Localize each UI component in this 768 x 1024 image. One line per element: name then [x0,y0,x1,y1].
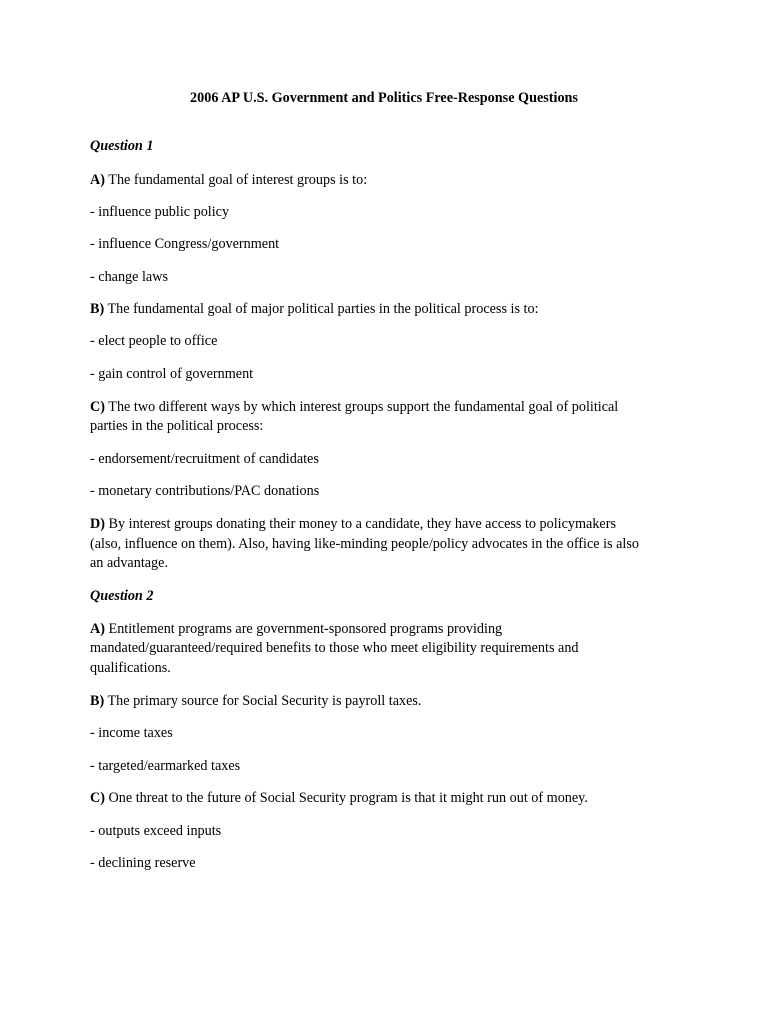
q1-c-label: C) [90,399,105,415]
q2-b-label: B) [90,693,105,709]
q1-a-text: The fundamental goal of interest groups is to: [104,172,368,188]
q2-a-text-2: mandated/guaranteed/required benefits to those who meet eligibility requirements and [90,640,579,656]
q2-part-c [90,788,690,808]
q1-a-item: - change laws [90,269,168,285]
q1-part-a [90,170,690,190]
q2-c-item: - declining reserve [90,855,196,871]
document-title: 2006 AP U.S. Government and Politics Free-Response Questions [190,90,578,106]
q1-part-c [90,397,690,417]
q2-part-a [90,619,690,639]
q1-a-item: - influence Congress/government [90,236,280,252]
q2-a-label: A) [90,621,105,637]
q1-a-label: A) [90,172,105,188]
q1-b-text: The fundamental goal of major political parties in the political process is to: [104,301,539,317]
q1-c-item: - endorsement/recruitment of candidates [90,451,319,467]
q2-b-item: - targeted/earmarked taxes [90,758,241,774]
q1-c-item: - monetary contributions/PAC donations [90,483,320,499]
q1-d-label: D) [90,516,105,532]
q1-a-item: - influence public policy [90,204,230,220]
q2-b-item: - income taxes [90,725,173,741]
q2-c-item: - outputs exceed inputs [90,823,222,839]
q1-part-b [90,299,690,319]
q2-b-text: The primary source for Social Security is payroll taxes. [104,693,422,709]
q1-part-d [90,514,690,534]
question-1-heading: Question 1 [90,138,154,154]
question-2-heading: Question 2 [90,588,154,604]
q1-c-text-2: parties in the political process: [90,418,264,434]
q1-d-text-1: By interest groups donating their money to a candidate, they have access to policymakers [104,516,616,532]
q1-d-text-2: (also, influence on them). Also, having like-minding people/policy advocates in the office is also [90,536,639,552]
q1-b-item: - elect people to office [90,333,218,349]
q1-b-label: B) [90,301,105,317]
q1-c-text-1: The two different ways by which interest groups support the fundamental goal of political [104,399,619,415]
q2-a-text-1: Entitlement programs are government-sponsored programs providing [104,621,503,637]
q2-c-text: One threat to the future of Social Security program is that it might run out of money. [104,790,588,806]
q2-a-text-3: qualifications. [90,660,171,676]
q1-b-item: - gain control of government [90,366,254,382]
q1-d-text-3: an advantage. [90,555,168,571]
q2-c-label: C) [90,790,105,806]
q2-part-b [90,691,690,711]
